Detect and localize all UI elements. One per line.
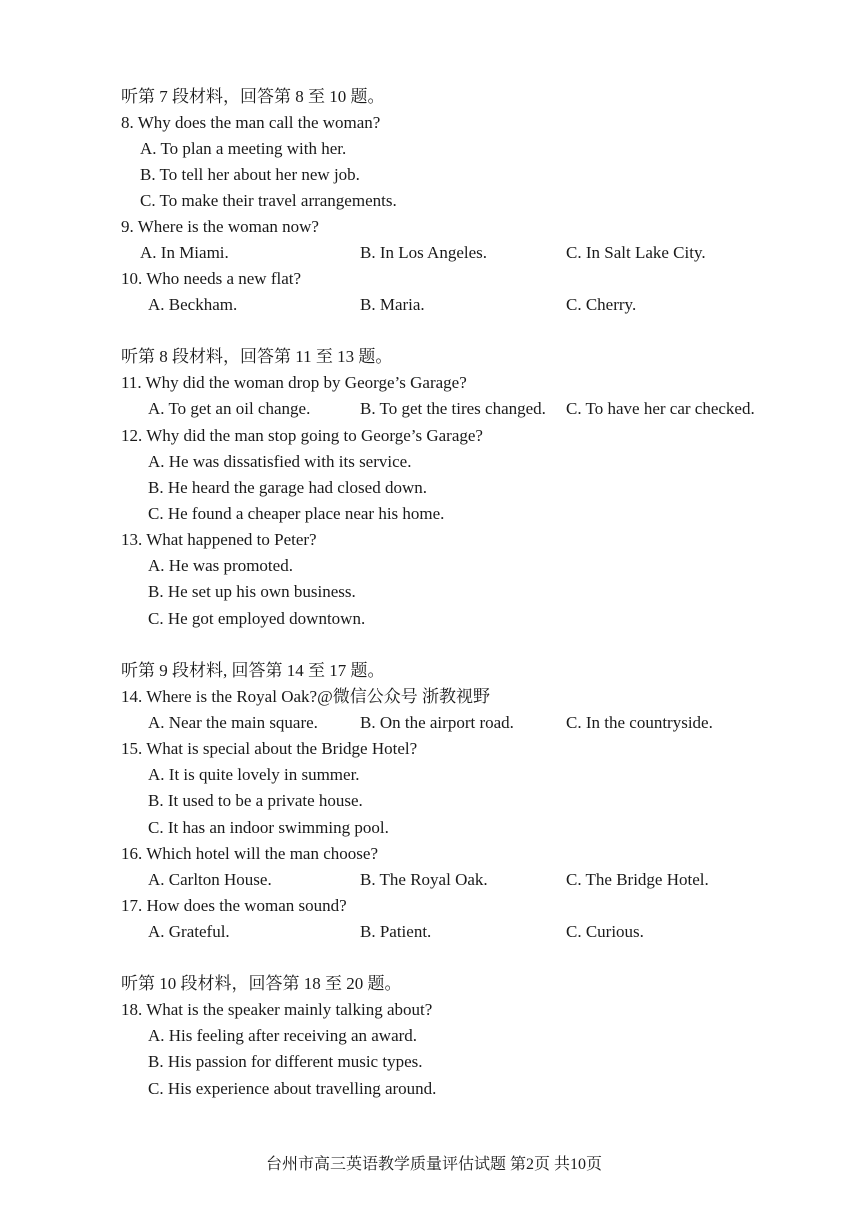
question-10-stem: 10. Who needs a new flat?: [121, 269, 302, 288]
question-16-stem: 16. Which hotel will the man choose?: [121, 844, 378, 863]
question-15-option-a: A. It is quite lovely in summer.: [148, 765, 360, 784]
question-16-option-c: C. The Bridge Hotel.: [566, 870, 709, 889]
question-16-option-a: A. Carlton House.: [148, 870, 272, 889]
question-14-option-a: A. Near the main square.: [148, 713, 318, 732]
question-12-option-b: B. He heard the garage had closed down.: [148, 478, 427, 497]
question-13-option-b: B. He set up his own business.: [148, 582, 356, 601]
question-12-option-a: A. He was dissatisfied with its service.: [148, 452, 412, 471]
section-heading-7: 听第 7 段材料，回答第 8 至 10 题。: [121, 87, 385, 106]
question-14-option-b: B. On the airport road.: [360, 713, 514, 732]
question-9-option-b: B. In Los Angeles.: [360, 243, 488, 262]
question-11-option-c: C. To have her car checked.: [566, 399, 755, 418]
question-17-option-a: A. Grateful.: [148, 922, 230, 941]
question-18-option-c: C. His experience about travelling around.: [148, 1079, 437, 1098]
section-heading-10: 听第 10 段材料，回答第 18 至 20 题。: [121, 974, 402, 993]
question-8-option-c: C. To make their travel arrangements.: [140, 191, 397, 210]
section-heading-8: 听第 8 段材料，回答第 11 至 13 题。: [121, 347, 393, 366]
question-11-option-b: B. To get the tires changed.: [360, 399, 546, 418]
question-9-stem: 9. Where is the woman now?: [121, 217, 319, 236]
question-15-option-b: B. It used to be a private house.: [148, 791, 363, 810]
question-13-stem: 13. What happened to Peter?: [121, 530, 317, 549]
question-18-option-b: B. His passion for different music types.: [148, 1052, 423, 1071]
question-8-option-b: B. To tell her about her new job.: [140, 165, 360, 184]
question-10-option-a: A. Beckham.: [148, 295, 238, 314]
question-14-option-c: C. In the countryside.: [566, 713, 713, 732]
question-18-option-a: A. His feeling after receiving an award.: [148, 1026, 418, 1045]
question-15-stem: 15. What is special about the Bridge Hotel?: [121, 739, 418, 758]
section-heading-9: 听第 9 段材料, 回答第 14 至 17 题。: [121, 661, 385, 680]
question-17-option-c: C. Curious.: [566, 922, 644, 941]
question-11-option-a: A. To get an oil change.: [148, 399, 311, 418]
question-10-option-b: B. Maria.: [360, 295, 425, 314]
question-8-stem: 8. Why does the man call the woman?: [121, 113, 381, 132]
question-9-option-a: A. In Miami.: [140, 243, 229, 262]
question-15-option-c: C. It has an indoor swimming pool.: [148, 818, 389, 837]
question-12-stem: 12. Why did the man stop going to George’s Garage?: [121, 426, 483, 445]
page-footer: 台州市高三英语教学质量评估试题 第2页 共10页: [265, 1156, 602, 1173]
question-14-stem: 14. Where is the Royal Oak?@微信公众号 浙教视野: [121, 687, 490, 706]
question-18-stem: 18. What is the speaker mainly talking about?: [121, 1000, 433, 1019]
question-17-stem: 17. How does the woman sound?: [121, 896, 347, 915]
question-12-option-c: C. He found a cheaper place near his home.: [148, 504, 445, 523]
question-8-option-a: A. To plan a meeting with her.: [140, 139, 347, 158]
question-13-option-c: C. He got employed downtown.: [148, 609, 366, 628]
question-13-option-a: A. He was promoted.: [148, 556, 293, 575]
question-10-option-c: C. Cherry.: [566, 295, 637, 314]
question-17-option-b: B. Patient.: [360, 922, 432, 941]
question-9-option-c: C. In Salt Lake City.: [566, 243, 706, 262]
question-16-option-b: B. The Royal Oak.: [360, 870, 488, 889]
question-11-stem: 11. Why did the woman drop by George’s Garage?: [121, 373, 467, 392]
